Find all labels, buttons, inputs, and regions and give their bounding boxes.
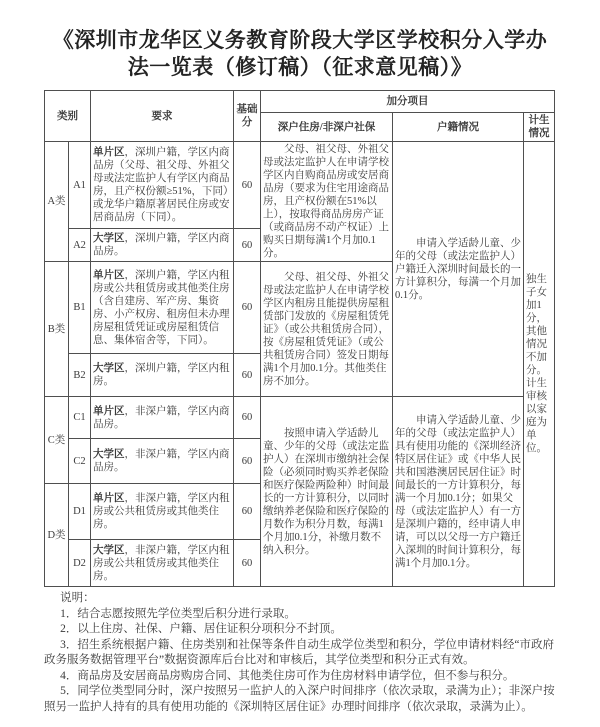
base-score-A2: 60: [234, 229, 261, 262]
requirement-C1-lead: 单片区: [93, 405, 125, 417]
requirement-C2: [91, 439, 234, 484]
note-item-2: 2．以上住房、社保、户籍、居住证积分项积分不封顶。: [60, 623, 342, 635]
table-row-C1: [45, 397, 555, 439]
household-cell-AB: [393, 142, 524, 397]
base-score-B2: 60: [234, 354, 261, 397]
page-title: [30, 27, 570, 81]
base-score-A1: 60: [234, 142, 261, 229]
housing-social-text-CD: 按照申请入学适龄儿童、少年的父母（或法定监护人）在深圳市缴纳社会保险（必须同时购买养老保险和医疗保险两险种）时间最长的一方计算积分，以同时缴纳养老保险和医疗保险的月数作为积分月数，每满1个月加0.1分，补缴月数不纳入积分。: [263, 427, 389, 556]
header-housing-social: 深户住房/非深户社保: [261, 113, 393, 142]
family-planning-cell: 独生子女加1分，其他情况不加分。计生审核以家庭为单位。: [524, 142, 555, 587]
row-code-B2: B2: [69, 354, 91, 397]
header-family-planning: 计生情况: [524, 113, 555, 142]
requirement-A1-text: ，深圳户籍，学区内商品房（父母、祖父母、外祖父母或法定监护人有学区内商品房，且产权份额≥51%，下同）或龙华户籍原著居民住房或安居商品房（下同）。: [93, 147, 230, 223]
requirement-B1: [91, 262, 234, 354]
housing-social-cell-CD: [261, 397, 393, 587]
requirement-B2-text: ，深圳户籍，学区内租房。: [93, 363, 230, 387]
requirement-D2: [91, 540, 234, 587]
requirement-D1-lead: 单片区: [93, 493, 125, 504]
row-code-D1: D1: [69, 484, 91, 540]
requirement-D2-text: ，非深户籍，学区内租房或公共租赁房或其他类住房。: [93, 544, 230, 582]
header-base-score: 基础分: [234, 91, 261, 142]
note-item-4: 4．商品房及安居商品房购房合同、其他类住房可作为住房材料申请学位，但不参与积分。: [60, 669, 515, 682]
note-item-5: 5．同学位类型同分时，深户按照另一监护人的入深户时间排序（依次录取，录满为止）；非深户按照另一监护人持有的具有使用功能的《深圳特区居住证》办理时间排序（依次录取，录满为止）。: [44, 685, 555, 713]
base-score-C2: 60: [234, 439, 261, 484]
requirement-A2-text: ，深圳户籍，学区内商品房。: [93, 233, 230, 257]
requirement-D1: [91, 484, 234, 540]
requirement-B1-lead: 单片区: [93, 269, 125, 281]
housing-social-text-A: 父母、祖父母、外祖父母或法定监护人在申请学校学区内自购商品房或安居商品房（要求为住宅用途商品房，且产权份额在51%以上），按取得商品房房产证（或商品房不动产权证）上购买日期每满1个月加0.1分。: [263, 144, 389, 259]
page-title-line2: 法一览表（修订稿）（征求意见稿）》: [127, 56, 473, 79]
row-code-C1: C1: [69, 397, 91, 439]
header-household-status: 户籍情况: [393, 113, 524, 142]
requirement-C2-lead: 大学区: [93, 449, 125, 460]
base-score-C1: 60: [234, 397, 261, 439]
note-item-3: 3．招生系统根据户籍、住房类别和社保等条件自动生成学位类型和积分，学位申请材料经“市政府政务服务数据管理平台”数据资源库后台比对和审核后，其学位类型和积分正式有效。: [44, 638, 554, 666]
requirement-B2-lead: 大学区: [93, 363, 125, 374]
requirement-C2-text: ，非深户籍，学区内商品房。: [93, 449, 230, 473]
row-code-A2: A2: [69, 229, 91, 262]
requirement-D2-lead: 大学区: [93, 544, 125, 556]
base-score-D1: 60: [234, 484, 261, 540]
requirement-A1: [91, 142, 234, 229]
requirement-B1-text: ，深圳户籍，学区内租房或公共租赁房或其他类住房（含自建房、军产房、集资房、小产权房、租房但未办理房屋租赁凭证或房屋租赁信息、集体宿舍等，下同）。: [93, 269, 230, 346]
points-table: [44, 90, 555, 587]
note-item-1: 1．结合志愿按照先学位类型后积分进行录取。: [60, 607, 296, 620]
housing-social-text-B: 父母、祖父母、外祖父母或法定监护人在申请学校学区内租房且能提供房屋租赁部门发放的《房屋租赁凭证》（或公共租赁房合同），按《房屋租赁凭证》（或公共租赁房合同）签发日期每满1个月加0.1分。其他类住房不加分。: [263, 271, 389, 387]
housing-social-cell-A: [261, 142, 393, 262]
household-text-CD: 申请入学适龄儿童、少年的父母（或法定监护人）具有使用功能的《深圳经济特区居住证》或《中华人民共和国港澳居民居住证》时间最长的一方计算积分，每满一个月加0.1分；如果父母（或法定监护人）有一方是深圳户籍的，经申请人申请，可以以父母一方户籍迁入深圳的时间计算积分，每满1个月加0.1分。: [395, 414, 521, 569]
requirement-A2-lead: 大学区: [93, 233, 125, 244]
row-code-A1: A1: [69, 142, 91, 229]
household-cell-CD: [393, 397, 524, 587]
notes-section: [44, 591, 558, 715]
header-requirement: 要求: [91, 91, 234, 142]
requirement-A2: [91, 229, 234, 262]
group-label-D: D类: [45, 484, 69, 587]
group-label-A: A类: [45, 142, 69, 262]
row-code-B1: B1: [69, 262, 91, 354]
requirement-A1-lead: 单片区: [93, 147, 125, 158]
housing-social-cell-B: [261, 262, 393, 397]
table-row-A1: [45, 142, 555, 229]
group-label-B: B类: [45, 262, 69, 397]
header-bonus-items: 加分项目: [261, 91, 555, 113]
group-label-C: C类: [45, 397, 69, 484]
requirement-D1-text: ，非深户籍，学区内租房或公共租赁房或其他类住房。: [93, 493, 230, 530]
requirement-C1-text: ，非深户籍，学区内商品房。: [93, 405, 230, 430]
requirement-B2: [91, 354, 234, 397]
row-code-C2: C2: [69, 439, 91, 484]
row-code-D2: D2: [69, 540, 91, 587]
page-title-line1: 《深圳市龙华区义务教育阶段大学区学校积分入学办: [52, 29, 548, 52]
household-text-AB: 申请入学适龄儿童、少年的父母（或法定监护人）户籍迁入深圳时间最长的一方计算积分，每满一个月加0.1分。: [395, 237, 521, 301]
base-score-B1: 60: [234, 262, 261, 354]
header-category: 类别: [45, 91, 91, 142]
requirement-C1: [91, 397, 234, 439]
notes-label: 说明：: [60, 592, 95, 604]
base-score-D2: 60: [234, 540, 261, 587]
